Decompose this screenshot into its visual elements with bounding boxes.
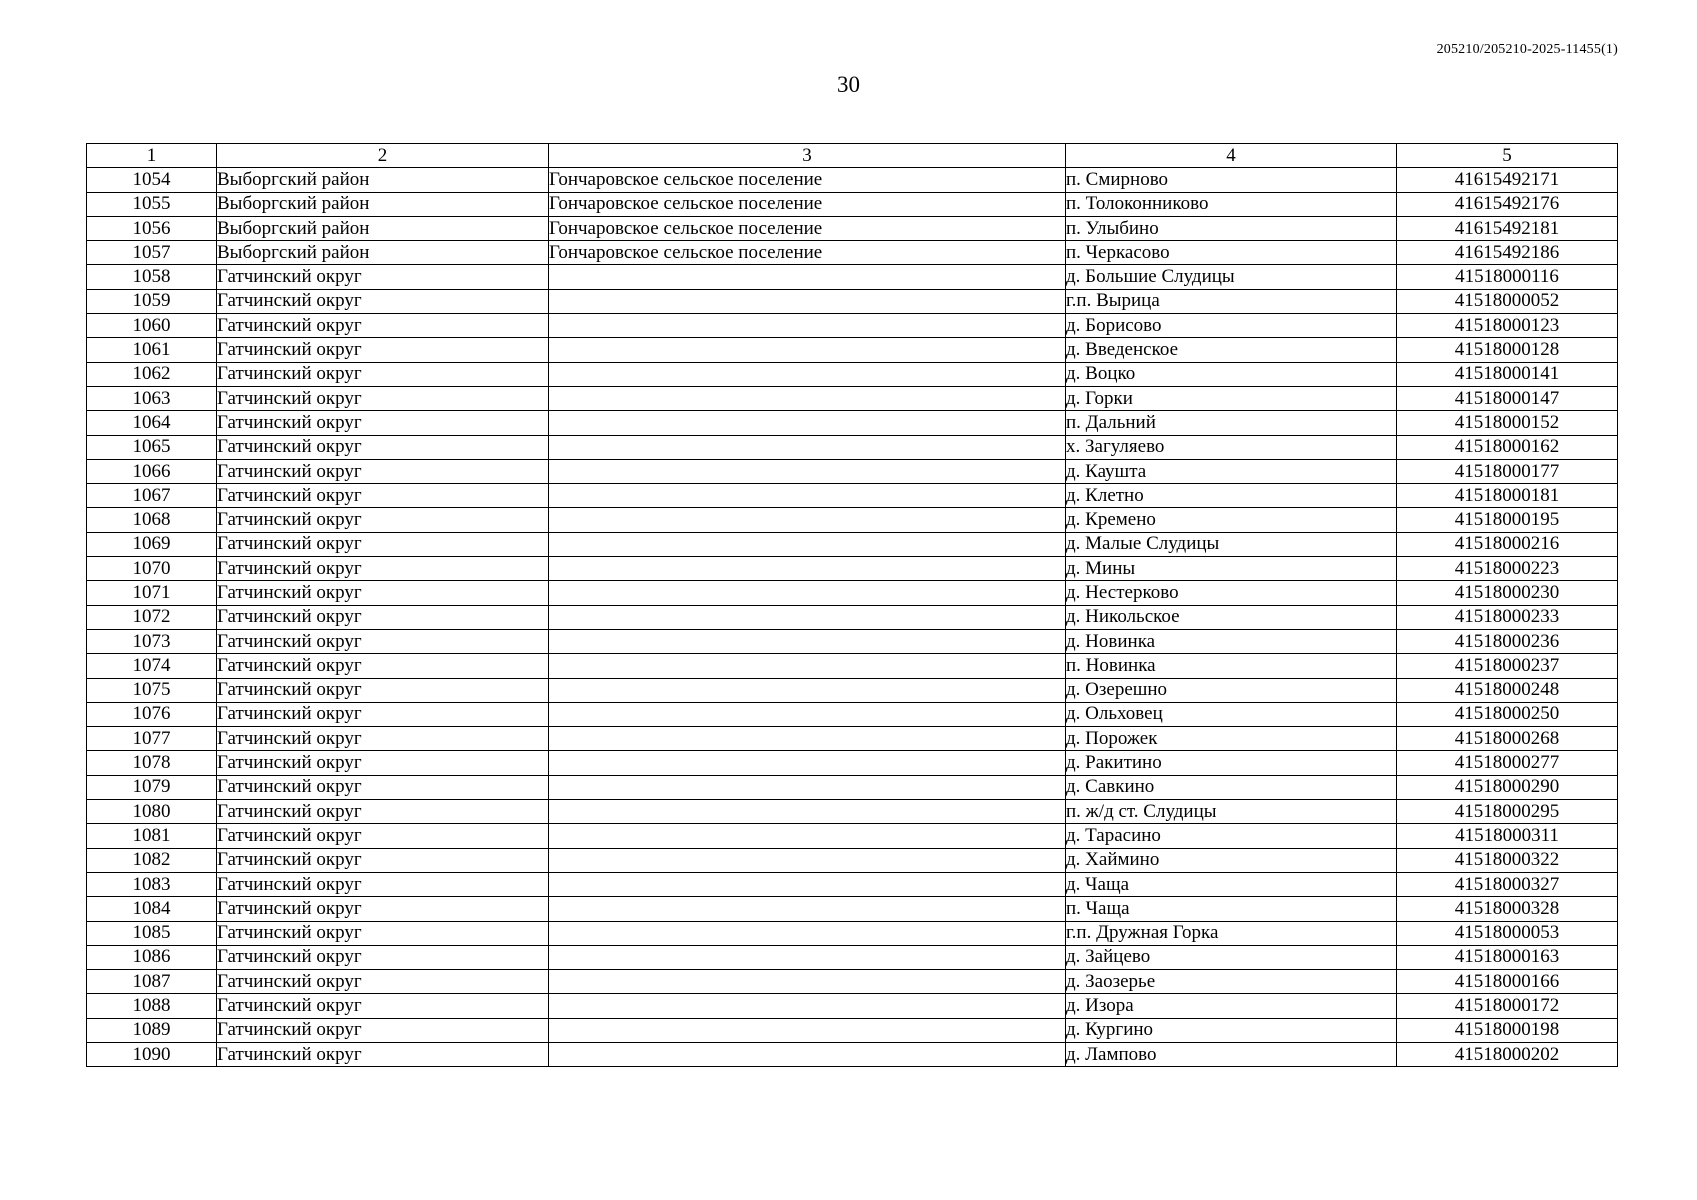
district-cell: Выборгский район (217, 216, 549, 240)
district-cell: Гатчинский округ (217, 848, 549, 872)
district-cell: Гатчинский округ (217, 994, 549, 1018)
code-cell: 41518000177 (1397, 459, 1618, 483)
district-cell: Гатчинский округ (217, 921, 549, 945)
table-row (87, 241, 1618, 265)
settlement-cell (549, 921, 1066, 945)
settlement-cell (549, 557, 1066, 581)
code-cell: 41518000328 (1397, 897, 1618, 921)
table-row (87, 921, 1618, 945)
page-number: 30 (837, 72, 860, 97)
locality-cell: д. Зайцево (1066, 945, 1397, 969)
district-cell: Выборгский район (217, 168, 549, 192)
code-cell: 41518000052 (1397, 289, 1618, 313)
district-cell: Гатчинский округ (217, 484, 549, 508)
row-number-cell: 1077 (87, 727, 217, 751)
locality-cell: п. Улыбино (1066, 216, 1397, 240)
district-cell: Гатчинский округ (217, 970, 549, 994)
locality-cell: г.п. Вырица (1066, 289, 1397, 313)
row-number-cell: 1082 (87, 848, 217, 872)
locality-cell: д. Воцко (1066, 362, 1397, 386)
table-row (87, 727, 1618, 751)
locality-cell: д. Кургино (1066, 1018, 1397, 1042)
row-number-cell: 1085 (87, 921, 217, 945)
district-cell: Гатчинский округ (217, 362, 549, 386)
table-row (87, 848, 1618, 872)
code-cell: 41518000163 (1397, 945, 1618, 969)
locality-cell: д. Нестерково (1066, 581, 1397, 605)
row-number-cell: 1081 (87, 824, 217, 848)
table-row (87, 411, 1618, 435)
code-cell: 41518000152 (1397, 411, 1618, 435)
district-cell: Гатчинский округ (217, 824, 549, 848)
column-header-2: 2 (217, 144, 549, 168)
settlement-cell (549, 897, 1066, 921)
code-cell: 41518000166 (1397, 970, 1618, 994)
settlement-cell (549, 775, 1066, 799)
row-number-cell: 1086 (87, 945, 217, 969)
code-cell: 41518000236 (1397, 629, 1618, 653)
locality-cell: д. Мины (1066, 557, 1397, 581)
district-cell: Гатчинский округ (217, 338, 549, 362)
column-header-1: 1 (87, 144, 217, 168)
code-cell: 41518000198 (1397, 1018, 1618, 1042)
row-number-cell: 1074 (87, 654, 217, 678)
table-row (87, 702, 1618, 726)
table-row (87, 216, 1618, 240)
district-cell: Гатчинский округ (217, 386, 549, 410)
code-cell: 41518000237 (1397, 654, 1618, 678)
district-cell: Гатчинский округ (217, 411, 549, 435)
district-cell: Гатчинский округ (217, 1042, 549, 1066)
district-cell: Гатчинский округ (217, 1018, 549, 1042)
code-cell: 41615492181 (1397, 216, 1618, 240)
district-cell: Гатчинский округ (217, 800, 549, 824)
settlement-cell (549, 289, 1066, 313)
settlement-cell (549, 824, 1066, 848)
settlement-cell (549, 605, 1066, 629)
row-number-cell: 1066 (87, 459, 217, 483)
district-cell: Выборгский район (217, 192, 549, 216)
header-row (87, 144, 1618, 168)
settlement-cell (549, 435, 1066, 459)
district-cell: Гатчинский округ (217, 629, 549, 653)
table-row (87, 678, 1618, 702)
district-cell: Гатчинский округ (217, 289, 549, 313)
locality-cell: д. Савкино (1066, 775, 1397, 799)
locality-cell: х. Загуляево (1066, 435, 1397, 459)
locality-cell: д. Ракитино (1066, 751, 1397, 775)
code-cell: 41518000233 (1397, 605, 1618, 629)
code-cell: 41518000322 (1397, 848, 1618, 872)
code-cell: 41518000181 (1397, 484, 1618, 508)
table-row (87, 1018, 1618, 1042)
table-row (87, 338, 1618, 362)
settlement-cell (549, 945, 1066, 969)
row-number-cell: 1078 (87, 751, 217, 775)
district-cell: Гатчинский округ (217, 508, 549, 532)
row-number-cell: 1057 (87, 241, 217, 265)
table-row (87, 872, 1618, 896)
code-cell: 41518000311 (1397, 824, 1618, 848)
code-cell: 41518000053 (1397, 921, 1618, 945)
code-cell: 41518000128 (1397, 338, 1618, 362)
locality-cell: д. Введенское (1066, 338, 1397, 362)
locality-cell: д. Изора (1066, 994, 1397, 1018)
district-cell: Гатчинский округ (217, 435, 549, 459)
locality-cell: д. Ольховец (1066, 702, 1397, 726)
settlement-cell (549, 484, 1066, 508)
district-cell: Гатчинский округ (217, 678, 549, 702)
row-number-cell: 1088 (87, 994, 217, 1018)
code-cell: 41615492176 (1397, 192, 1618, 216)
row-number-cell: 1090 (87, 1042, 217, 1066)
locality-cell: д. Кремено (1066, 508, 1397, 532)
code-cell: 41518000268 (1397, 727, 1618, 751)
settlement-cell (549, 678, 1066, 702)
settlement-cell (549, 1018, 1066, 1042)
code-cell: 41518000116 (1397, 265, 1618, 289)
settlement-cell (549, 581, 1066, 605)
row-number-cell: 1061 (87, 338, 217, 362)
district-cell: Гатчинский округ (217, 605, 549, 629)
locality-cell: д. Никольское (1066, 605, 1397, 629)
table-row (87, 800, 1618, 824)
table-row (87, 314, 1618, 338)
settlement-cell (549, 362, 1066, 386)
table-row (87, 581, 1618, 605)
document-id: 205210/205210-2025-11455(1) (1436, 42, 1618, 57)
settlement-cell (549, 848, 1066, 872)
code-cell: 41615492186 (1397, 241, 1618, 265)
locality-cell: д. Малые Слудицы (1066, 532, 1397, 556)
row-number-cell: 1064 (87, 411, 217, 435)
settlement-cell (549, 702, 1066, 726)
code-cell: 41518000147 (1397, 386, 1618, 410)
row-number-cell: 1055 (87, 192, 217, 216)
row-number-cell: 1059 (87, 289, 217, 313)
row-number-cell: 1071 (87, 581, 217, 605)
table-row (87, 484, 1618, 508)
row-number-cell: 1079 (87, 775, 217, 799)
code-cell: 41518000195 (1397, 508, 1618, 532)
row-number-cell: 1065 (87, 435, 217, 459)
district-cell: Гатчинский округ (217, 897, 549, 921)
column-header-3: 3 (549, 144, 1066, 168)
table-row (87, 1042, 1618, 1066)
row-number-cell: 1062 (87, 362, 217, 386)
code-cell: 41518000162 (1397, 435, 1618, 459)
locality-cell: п. Чаща (1066, 897, 1397, 921)
row-number-cell: 1087 (87, 970, 217, 994)
locality-cell: п. ж/д ст. Слудицы (1066, 800, 1397, 824)
settlement-cell (549, 727, 1066, 751)
locality-cell: п. Дальний (1066, 411, 1397, 435)
table-row (87, 775, 1618, 799)
row-number-cell: 1063 (87, 386, 217, 410)
locality-cell: д. Чаща (1066, 872, 1397, 896)
district-cell: Гатчинский округ (217, 265, 549, 289)
table-row (87, 824, 1618, 848)
code-cell: 41518000123 (1397, 314, 1618, 338)
table-row (87, 192, 1618, 216)
district-cell: Гатчинский округ (217, 654, 549, 678)
table-row (87, 362, 1618, 386)
table-row (87, 435, 1618, 459)
locality-cell: д. Хаймино (1066, 848, 1397, 872)
code-cell: 41518000216 (1397, 532, 1618, 556)
row-number-cell: 1073 (87, 629, 217, 653)
code-cell: 41518000141 (1397, 362, 1618, 386)
settlement-cell (549, 629, 1066, 653)
locality-cell: д. Заозерье (1066, 970, 1397, 994)
locality-cell: п. Новинка (1066, 654, 1397, 678)
table-row (87, 605, 1618, 629)
settlement-cell: Гончаровское сельское поселение (549, 216, 1066, 240)
table-row (87, 386, 1618, 410)
row-number-cell: 1080 (87, 800, 217, 824)
code-cell: 41518000295 (1397, 800, 1618, 824)
table-row (87, 265, 1618, 289)
row-number-cell: 1076 (87, 702, 217, 726)
row-number-cell: 1070 (87, 557, 217, 581)
row-number-cell: 1075 (87, 678, 217, 702)
row-number-cell: 1054 (87, 168, 217, 192)
code-cell: 41518000290 (1397, 775, 1618, 799)
settlement-cell (549, 411, 1066, 435)
settlement-cell (549, 751, 1066, 775)
settlement-table (86, 143, 1618, 1067)
settlement-cell: Гончаровское сельское поселение (549, 192, 1066, 216)
district-cell: Гатчинский округ (217, 459, 549, 483)
settlement-cell (549, 386, 1066, 410)
district-cell: Выборгский район (217, 241, 549, 265)
district-cell: Гатчинский округ (217, 314, 549, 338)
table-row (87, 289, 1618, 313)
locality-cell: д. Борисово (1066, 314, 1397, 338)
district-cell: Гатчинский округ (217, 581, 549, 605)
district-cell: Гатчинский округ (217, 775, 549, 799)
code-cell: 41518000172 (1397, 994, 1618, 1018)
district-cell: Гатчинский округ (217, 945, 549, 969)
settlement-cell (549, 508, 1066, 532)
locality-cell: д. Горки (1066, 386, 1397, 410)
row-number-cell: 1083 (87, 872, 217, 896)
row-number-cell: 1056 (87, 216, 217, 240)
settlement-cell (549, 338, 1066, 362)
table-row (87, 751, 1618, 775)
settlement-cell (549, 314, 1066, 338)
settlement-cell (549, 1042, 1066, 1066)
row-number-cell: 1084 (87, 897, 217, 921)
table-row (87, 168, 1618, 192)
district-cell: Гатчинский округ (217, 751, 549, 775)
locality-cell: д. Новинка (1066, 629, 1397, 653)
settlement-cell: Гончаровское сельское поселение (549, 168, 1066, 192)
settlement-cell (549, 970, 1066, 994)
district-cell: Гатчинский округ (217, 557, 549, 581)
settlement-cell: Гончаровское сельское поселение (549, 241, 1066, 265)
table-row (87, 629, 1618, 653)
locality-cell: г.п. Дружная Горка (1066, 921, 1397, 945)
district-cell: Гатчинский округ (217, 727, 549, 751)
table-body (87, 168, 1618, 1067)
settlement-cell (549, 532, 1066, 556)
row-number-cell: 1067 (87, 484, 217, 508)
table-row (87, 459, 1618, 483)
table-row (87, 945, 1618, 969)
district-cell: Гатчинский округ (217, 702, 549, 726)
row-number-cell: 1089 (87, 1018, 217, 1042)
code-cell: 41518000277 (1397, 751, 1618, 775)
locality-cell: д. Большие Слудицы (1066, 265, 1397, 289)
table-row (87, 508, 1618, 532)
settlement-cell (549, 872, 1066, 896)
table-row (87, 970, 1618, 994)
table-row (87, 654, 1618, 678)
locality-cell: д. Озерешно (1066, 678, 1397, 702)
settlement-cell (549, 459, 1066, 483)
locality-cell: п. Черкасово (1066, 241, 1397, 265)
settlement-cell (549, 800, 1066, 824)
row-number-cell: 1068 (87, 508, 217, 532)
locality-cell: д. Тарасино (1066, 824, 1397, 848)
locality-cell: п. Толоконниково (1066, 192, 1397, 216)
district-cell: Гатчинский округ (217, 872, 549, 896)
column-header-5: 5 (1397, 144, 1618, 168)
district-cell: Гатчинский округ (217, 532, 549, 556)
locality-cell: п. Смирново (1066, 168, 1397, 192)
row-number-cell: 1069 (87, 532, 217, 556)
settlement-cell (549, 265, 1066, 289)
table-row (87, 994, 1618, 1018)
table-row (87, 532, 1618, 556)
locality-cell: д. Каушта (1066, 459, 1397, 483)
row-number-cell: 1072 (87, 605, 217, 629)
code-cell: 41518000327 (1397, 872, 1618, 896)
row-number-cell: 1058 (87, 265, 217, 289)
table-row (87, 557, 1618, 581)
code-cell: 41518000230 (1397, 581, 1618, 605)
locality-cell: д. Порожек (1066, 727, 1397, 751)
locality-cell: д. Лампово (1066, 1042, 1397, 1066)
column-header-4: 4 (1066, 144, 1397, 168)
row-number-cell: 1060 (87, 314, 217, 338)
table-header (87, 144, 1618, 168)
settlement-cell (549, 654, 1066, 678)
code-cell: 41518000250 (1397, 702, 1618, 726)
code-cell: 41518000202 (1397, 1042, 1618, 1066)
settlement-cell (549, 994, 1066, 1018)
code-cell: 41518000248 (1397, 678, 1618, 702)
table-row (87, 897, 1618, 921)
code-cell: 41615492171 (1397, 168, 1618, 192)
code-cell: 41518000223 (1397, 557, 1618, 581)
locality-cell: д. Клетно (1066, 484, 1397, 508)
